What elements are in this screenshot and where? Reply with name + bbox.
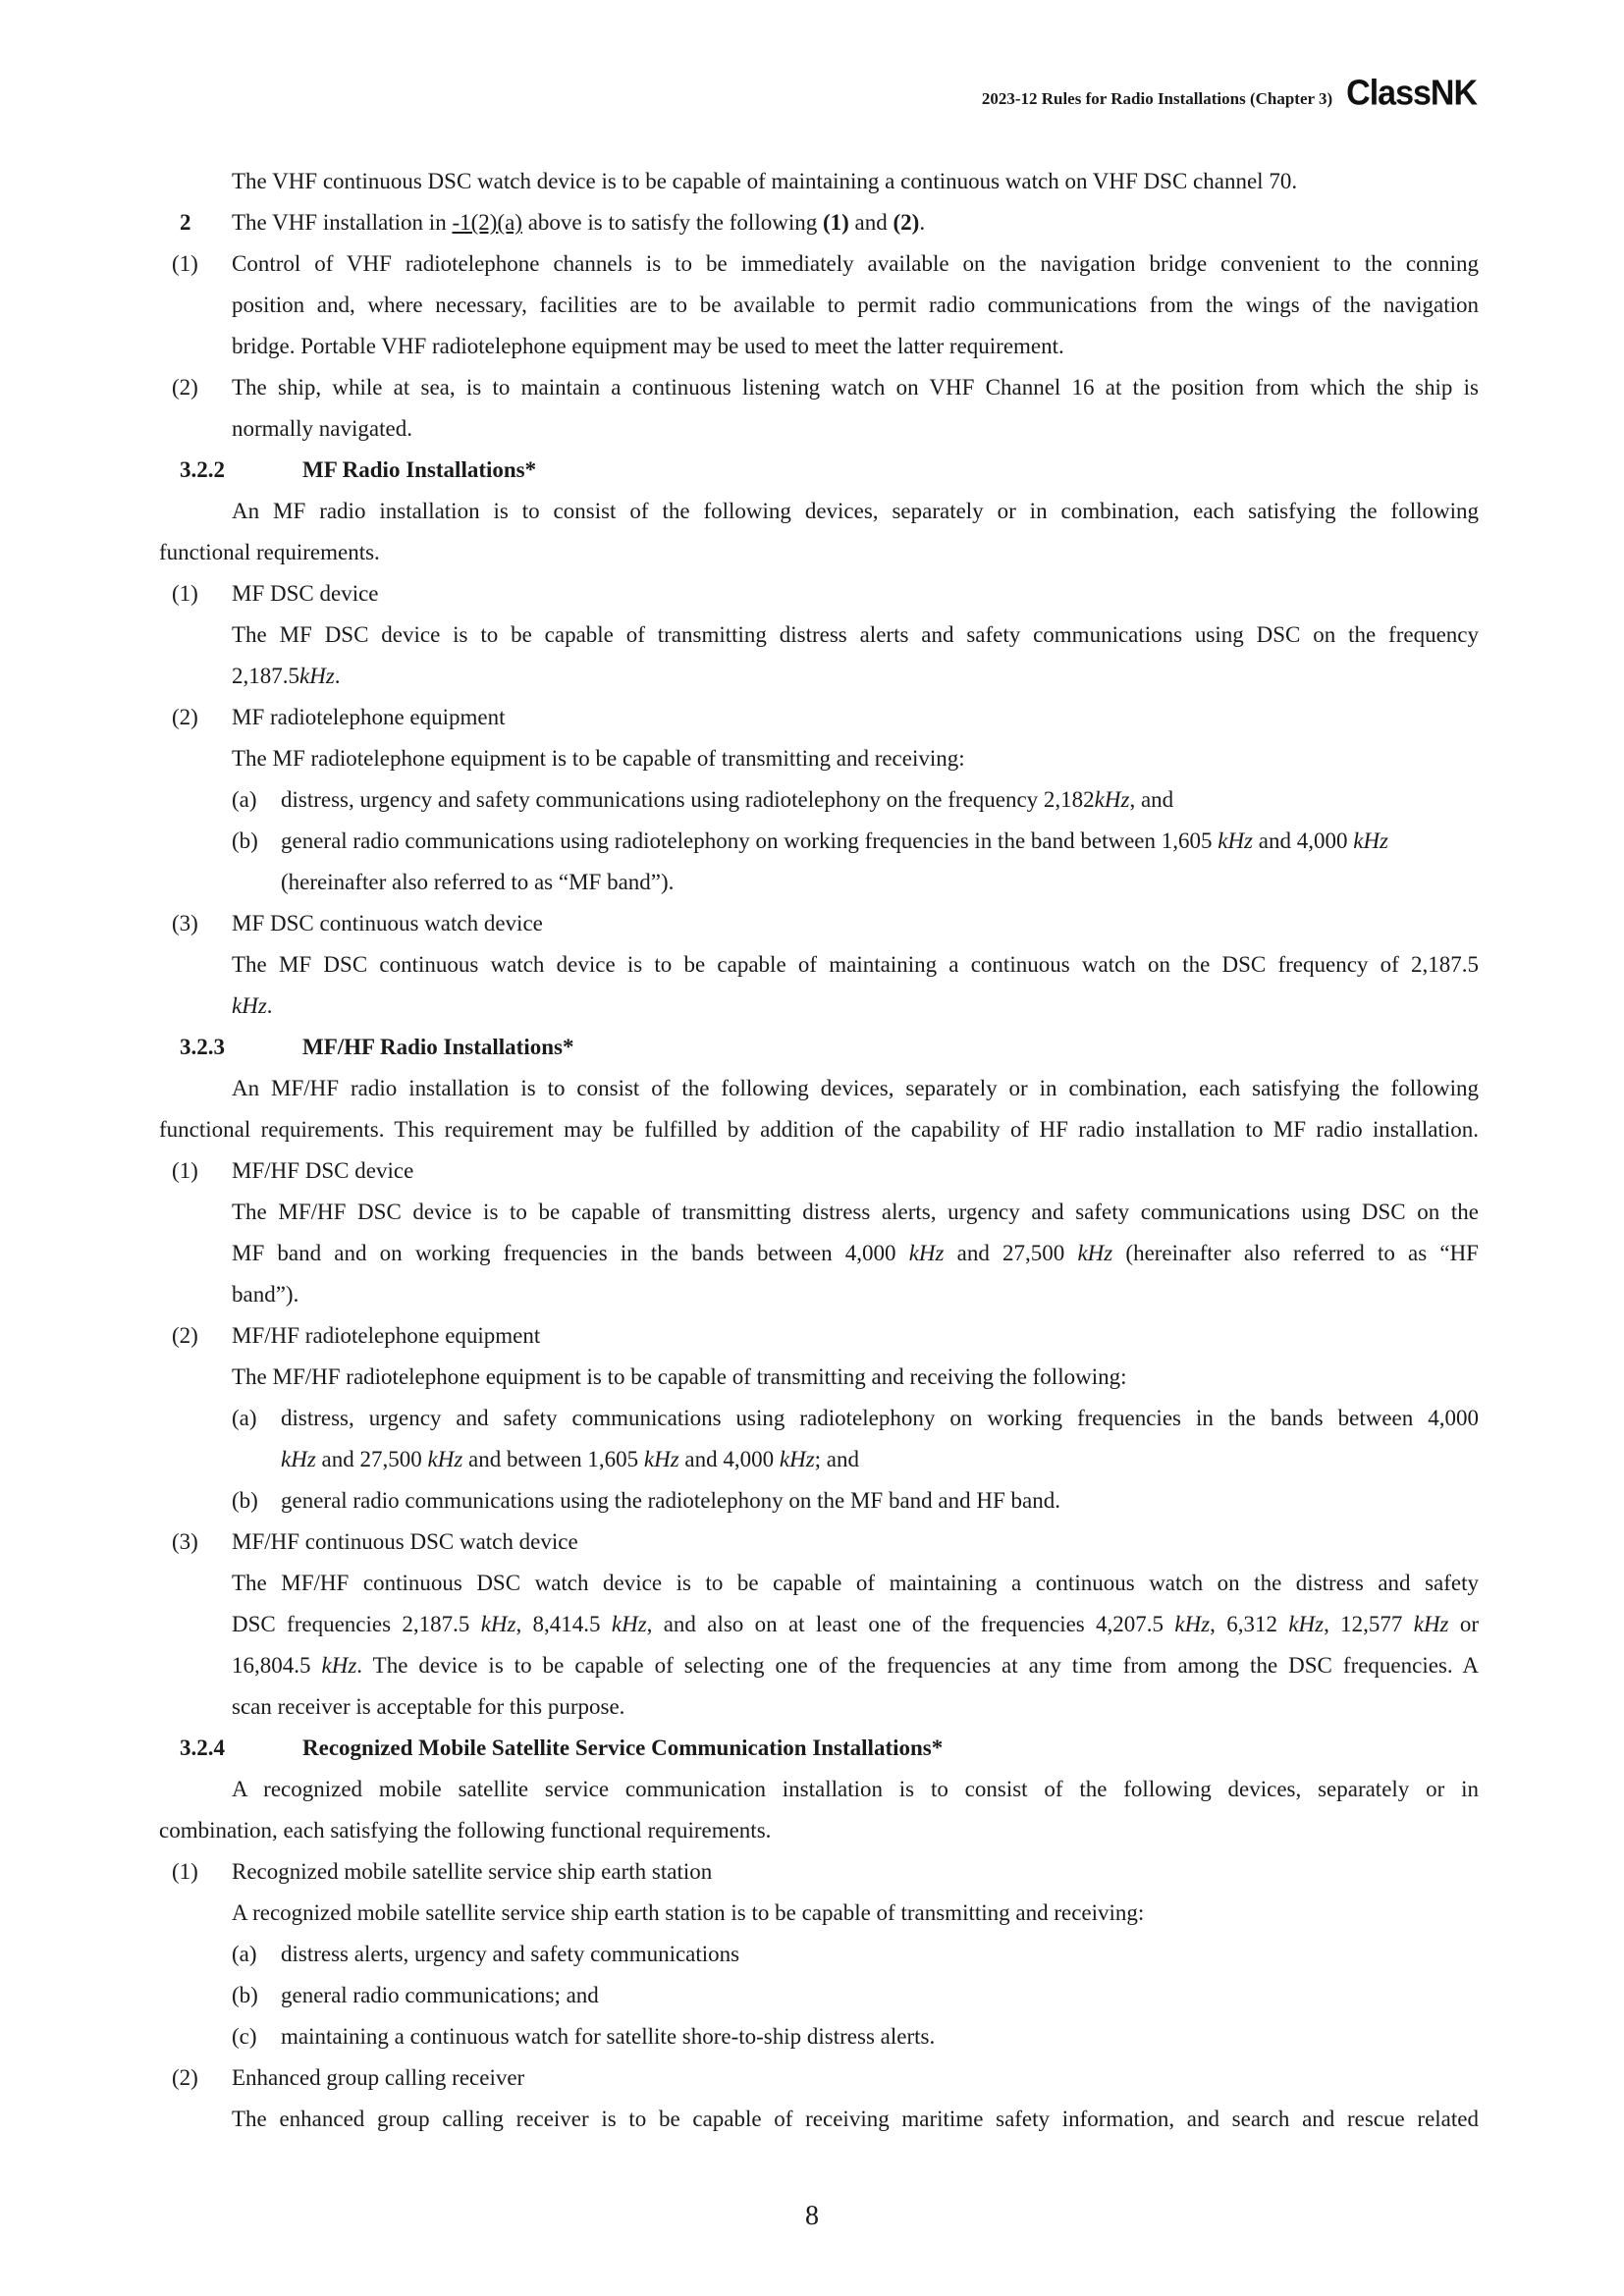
section-heading: Recognized Mobile Satellite Service Communication Installations*: [302, 1735, 944, 1760]
paragraph-line: The ship, while at sea, is to maintain a continuous listening watch on VHF Channel 16 at the position from which the ship is: [232, 375, 1479, 400]
item-heading: MF/HF continuous DSC watch device: [232, 1529, 578, 1554]
item-number: (3): [172, 1529, 198, 1554]
item-number: (1): [172, 581, 198, 606]
item-number: (1): [172, 1859, 198, 1884]
paragraph-line: An MF radio installation is to consist of the following devices, separately or in combination, each satisfying the following: [232, 499, 1479, 523]
paragraph-line: The enhanced group calling receiver is to be capable of receiving maritime safety information, and search and rescue related: [232, 2107, 1479, 2131]
paragraph-line: combination, each satisfying the following functional requirements.: [159, 1818, 772, 1842]
paragraph-line: band”).: [232, 1282, 299, 1307]
classnk-logo: ClassNK: [1346, 74, 1477, 113]
paragraph-line: Control of VHF radiotelephone channels is to be immediately available on the navigation bridge convenient to the conning: [232, 251, 1479, 276]
item-number: (1): [172, 251, 198, 276]
paragraph-line: distress alerts, urgency and safety communications: [281, 1942, 740, 1966]
item-heading: MF DSC device: [232, 581, 379, 606]
paragraph-line: The MF DSC device is to be capable of transmitting distress alerts and safety communications using DSC on the frequency: [232, 622, 1479, 647]
paragraph-line: A recognized mobile satellite service communication installation is to consist of the following devices, separately or in: [232, 1777, 1479, 1801]
section-number: 3.2.3: [180, 1035, 225, 1059]
item-heading: MF/HF radiotelephone equipment: [232, 1323, 541, 1348]
item-number: (3): [172, 911, 198, 935]
paragraph-line: 16,804.5 kHz. The device is to be capable of selecting one of the frequencies at any time from among the DSC frequencies. A: [232, 1653, 1480, 1678]
paragraph-line: distress, urgency and safety communications using radiotelephony on working frequencies in the bands between 4,000: [281, 1406, 1479, 1430]
clause-number: 2: [180, 210, 191, 235]
page-header: [982, 75, 1477, 113]
paragraph-line: (hereinafter also referred to as “MF band”).: [281, 870, 675, 894]
paragraph-line: The MF/HF DSC device is to be capable of transmitting distress alerts, urgency and safety communications using DSC on the: [232, 1200, 1479, 1224]
paragraph-line: normally navigated.: [232, 416, 412, 441]
paragraph-line: position and, where necessary, facilities are to be available to permit radio communications from the wings of the navigation: [232, 293, 1479, 317]
paragraph-line: An MF/HF radio installation is to consist of the following devices, separately or in combination, each satisfying the following: [232, 1076, 1479, 1100]
header-title: 2023-12 Rules for Radio Installations (Chapter 3): [981, 89, 1333, 108]
sub-item-number: (b): [232, 1983, 258, 2007]
section-number: 3.2.4: [180, 1735, 225, 1760]
paragraph-line: bridge. Portable VHF radiotelephone equipment may be used to meet the latter requirement.: [232, 334, 1064, 358]
sub-item-number: (a): [232, 787, 257, 812]
item-number: (2): [172, 705, 198, 729]
section-heading: MF Radio Installations*: [302, 457, 537, 482]
paragraph-line: 2,187.5kHz.: [232, 664, 341, 688]
paragraph-line: scan receiver is acceptable for this purpose.: [232, 1694, 625, 1719]
item-heading: Enhanced group calling receiver: [232, 2065, 525, 2090]
item-heading: MF/HF DSC device: [232, 1158, 414, 1183]
paragraph-line: DSC frequencies 2,187.5 kHz, 8,414.5 kHz, and also on at least one of the frequencies 4,207.5 kHz, 6,312 kHz, 12,577 kHz or: [232, 1612, 1479, 1636]
sub-item-number: (b): [232, 828, 258, 853]
paragraph-line: general radio communications using radiotelephony on working frequencies in the band between 1,605 kHz and 4,000 kHz: [281, 828, 1389, 853]
paragraph-line: general radio communications using the radiotelephony on the MF band and HF band.: [281, 1488, 1060, 1513]
item-number: (2): [172, 375, 198, 400]
page-number: 8: [805, 2201, 819, 2231]
paragraph-line: kHz.: [232, 993, 273, 1018]
item-heading: Recognized mobile satellite service ship earth station: [232, 1859, 713, 1884]
section-heading: MF/HF Radio Installations*: [302, 1035, 574, 1059]
paragraph-line: The MF radiotelephone equipment is to be capable of transmitting and receiving:: [232, 746, 965, 771]
paragraph-line: functional requirements. This requirement may be fulfilled by addition of the capability of HF radio installation to MF radio installation.: [159, 1117, 1479, 1142]
item-number: (2): [172, 1323, 198, 1348]
paragraph-line: functional requirements.: [159, 540, 380, 564]
paragraph-line: The MF/HF continuous DSC watch device is to be capable of maintaining a continuous watch on the distress and safety: [232, 1571, 1479, 1595]
paragraph-line: The MF DSC continuous watch device is to be capable of maintaining a continuous watch on the DSC frequency of 2,187.5: [232, 952, 1479, 977]
paragraph-line: The VHF installation in -1(2)(a) above is to satisfy the following (1) and (2).: [232, 210, 926, 235]
cross-reference-link[interactable]: -1(2)(a): [452, 210, 522, 235]
item-number: (1): [172, 1158, 198, 1183]
sub-item-number: (b): [232, 1488, 258, 1513]
sub-item-number: (c): [232, 2024, 257, 2049]
paragraph-line: The VHF continuous DSC watch device is to be capable of maintaining a continuous watch on VHF DSC channel 70.: [232, 169, 1298, 193]
sub-item-number: (a): [232, 1406, 257, 1430]
section-number: 3.2.2: [180, 457, 225, 482]
item-heading: MF DSC continuous watch device: [232, 911, 543, 935]
paragraph-line: The MF/HF radiotelephone equipment is to be capable of transmitting and receiving the following:: [232, 1364, 1127, 1389]
paragraph-line: MF band and on working frequencies in the bands between 4,000 kHz and 27,500 kHz (hereinafter also referred to as “HF: [232, 1241, 1479, 1265]
paragraph-line: kHz and 27,500 kHz and between 1,605 kHz and 4,000 kHz; and: [281, 1447, 860, 1471]
paragraph-line: distress, urgency and safety communications using radiotelephony on the frequency 2,182kHz, and: [281, 787, 1174, 812]
item-heading: MF radiotelephone equipment: [232, 705, 506, 729]
paragraph-line: A recognized mobile satellite service ship earth station is to be capable of transmitting and receiving:: [232, 1900, 1145, 1925]
sub-item-number: (a): [232, 1942, 257, 1966]
paragraph-line: general radio communications; and: [281, 1983, 599, 2007]
paragraph-line: maintaining a continuous watch for satellite shore-to-ship distress alerts.: [281, 2024, 936, 2049]
item-number: (2): [172, 2065, 198, 2090]
